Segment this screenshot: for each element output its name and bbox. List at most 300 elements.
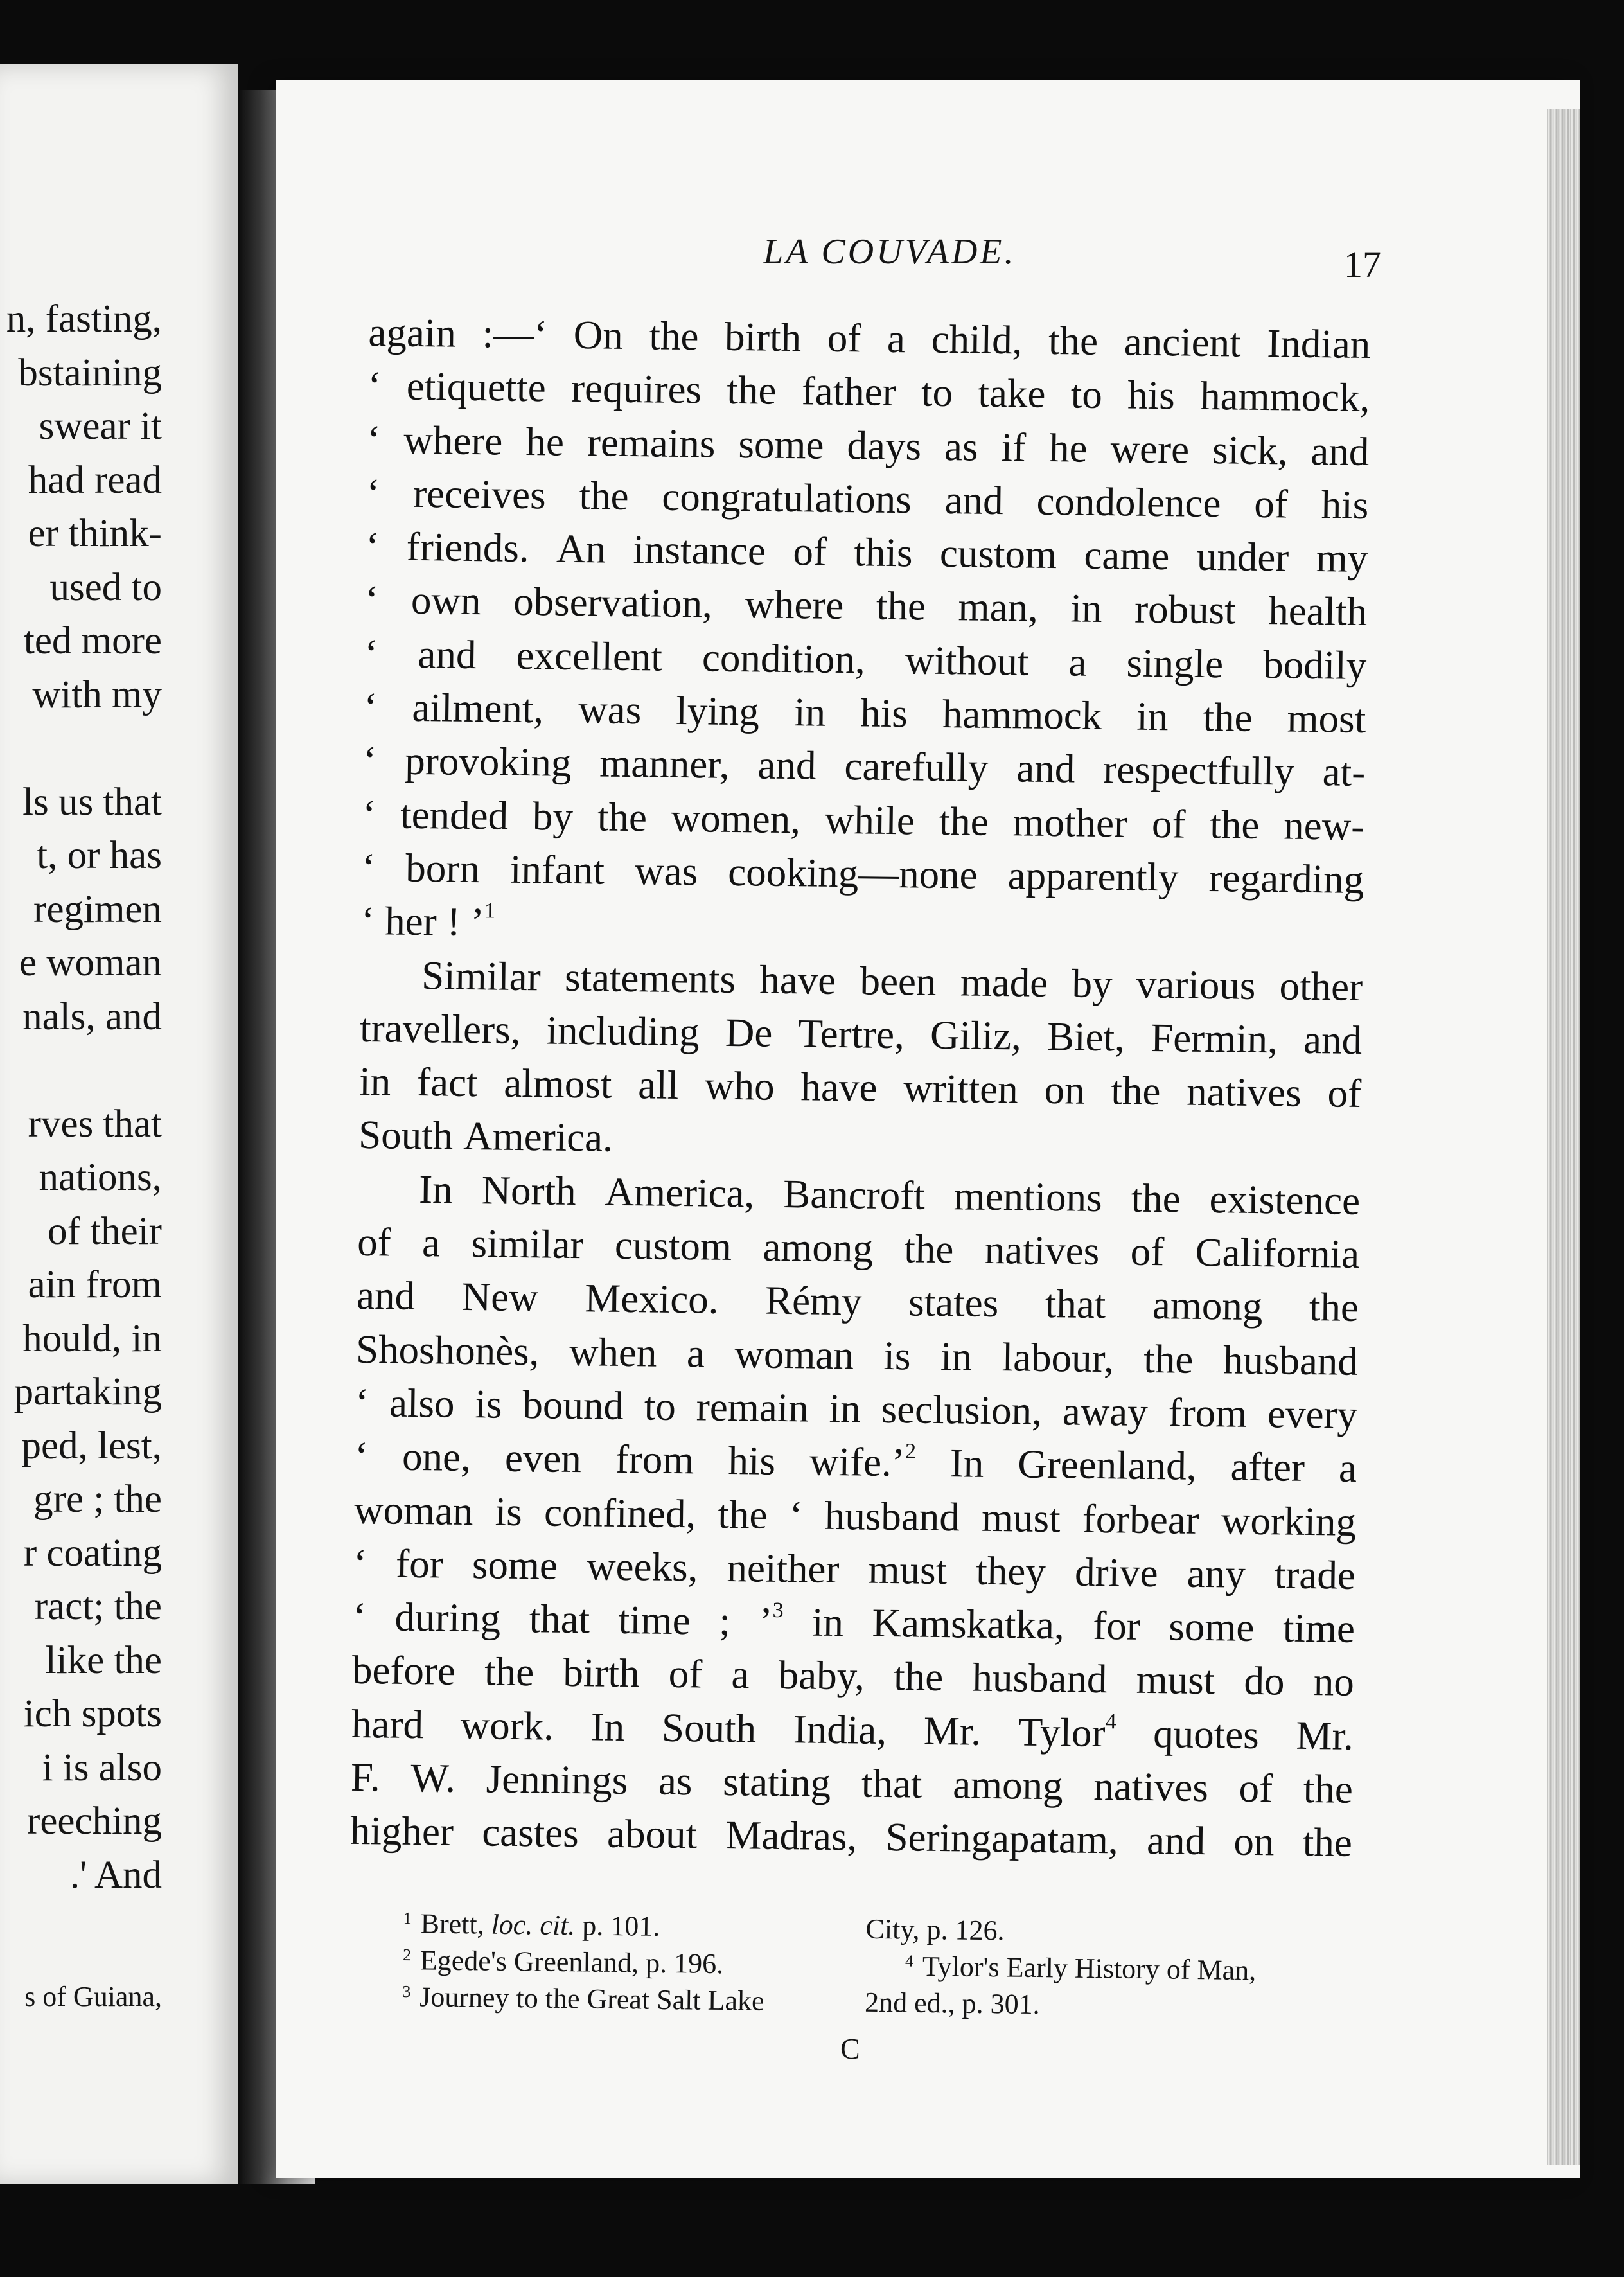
word: Greenland, — [1017, 1441, 1197, 1489]
word: ‘ — [353, 1540, 367, 1586]
word: the — [579, 472, 629, 518]
word: for — [395, 1541, 444, 1587]
facing-page-line: partaking — [13, 1370, 162, 1413]
word: instance — [633, 527, 766, 574]
word: to — [644, 1383, 676, 1429]
word: among — [1152, 1282, 1263, 1329]
word: a — [731, 1652, 750, 1697]
facing-page-line: e woman — [19, 941, 162, 984]
footnote-entry: City, p. 126. — [865, 1913, 1005, 1947]
word: custom — [614, 1222, 732, 1270]
word: in — [940, 1333, 973, 1379]
facing-page-line: .' And — [69, 1853, 162, 1897]
word: ‘ — [361, 844, 376, 890]
word: South — [661, 1705, 757, 1751]
word: stating — [722, 1759, 831, 1805]
facing-page-line: ract; the — [34, 1585, 162, 1628]
facing-page-line: er think- — [28, 512, 162, 555]
word: India, — [793, 1706, 887, 1753]
footnote-entry: $^3$ Journey to the Great Salt Lake — [402, 1981, 764, 2017]
word: Fermin, — [1150, 1014, 1278, 1062]
word: been — [860, 957, 937, 1004]
facing-page-line — [0, 722, 162, 775]
word: cooking—none — [727, 849, 978, 898]
word: quotes — [1152, 1710, 1260, 1757]
word: woman — [353, 1487, 473, 1534]
word: the — [1111, 1068, 1161, 1114]
word: neither — [727, 1545, 840, 1591]
word: ‘ — [364, 630, 378, 676]
word: and — [356, 1273, 416, 1319]
word: hammock, — [1199, 373, 1370, 421]
word: her — [384, 898, 437, 944]
word: condition, — [702, 635, 866, 682]
word: about — [606, 1811, 698, 1857]
word: of — [827, 315, 861, 361]
word: castes — [481, 1809, 579, 1856]
word: baby, — [778, 1652, 865, 1699]
word: as — [658, 1758, 693, 1804]
word: Madras, — [725, 1812, 858, 1859]
word: America. — [463, 1113, 613, 1161]
word: some — [472, 1541, 558, 1588]
word: do — [1244, 1658, 1285, 1704]
word: woman — [734, 1331, 854, 1378]
word: child, — [931, 316, 1023, 363]
word: ‘ — [366, 524, 380, 569]
word: every — [1267, 1391, 1358, 1437]
word: no — [1313, 1659, 1355, 1705]
word: hard — [351, 1701, 424, 1747]
facing-page-line: used to — [49, 565, 162, 609]
word: that — [529, 1596, 590, 1642]
facing-page-line: r coating — [23, 1531, 162, 1575]
word: he — [1048, 425, 1088, 471]
facing-page-line: of their — [48, 1209, 162, 1253]
word: In — [590, 1704, 625, 1750]
word: lying — [676, 687, 760, 734]
word: was — [634, 848, 698, 894]
word: in — [811, 1599, 844, 1645]
word: from — [1168, 1390, 1248, 1436]
word: in — [1136, 693, 1169, 740]
word: Mexico. — [584, 1275, 719, 1323]
word: as — [944, 423, 978, 470]
word: his — [728, 1438, 776, 1484]
body-text — [349, 306, 1370, 1870]
word: the — [1131, 1175, 1181, 1221]
facing-page-line: ped, lest, — [21, 1424, 162, 1467]
word: carefully — [844, 743, 989, 791]
word: existence — [1209, 1176, 1361, 1223]
page-edge-stack — [1547, 109, 1580, 2165]
word: the — [1203, 694, 1253, 740]
word: a — [421, 1220, 441, 1266]
word: custom — [939, 531, 1057, 578]
facing-page-line: had read — [28, 458, 162, 502]
word: by — [532, 793, 574, 839]
word: days — [847, 422, 922, 469]
word: must — [868, 1546, 948, 1593]
word: ’$^3$ — [759, 1598, 784, 1644]
word: have — [759, 957, 836, 1003]
facing-page-line: n, fasting, — [6, 297, 162, 341]
word: his — [860, 690, 908, 736]
word: father — [801, 368, 897, 415]
word: own — [410, 578, 481, 624]
word: of — [1151, 801, 1186, 847]
word: the — [484, 1649, 534, 1695]
word: In — [949, 1440, 984, 1487]
word: apparently — [1007, 853, 1179, 900]
word: his — [1321, 482, 1369, 527]
word: single — [1126, 640, 1224, 687]
word: before — [351, 1647, 456, 1694]
word: under — [1196, 533, 1289, 580]
facing-page-line: nals, and — [22, 995, 162, 1038]
word: provoking — [404, 738, 572, 786]
word: the — [1048, 317, 1099, 364]
word: regarding — [1208, 855, 1364, 902]
word: fact — [416, 1059, 478, 1106]
word: South — [358, 1112, 454, 1159]
word: In — [418, 1166, 454, 1212]
word: similar — [471, 1221, 584, 1268]
word: and — [1146, 1818, 1206, 1864]
word: ‘ — [367, 416, 381, 462]
word: California — [1195, 1229, 1360, 1277]
word: and — [757, 742, 816, 788]
facing-page-line: reeching — [27, 1800, 162, 1843]
word: in — [1070, 585, 1102, 632]
word: Kamskatka, — [872, 1600, 1065, 1648]
word: America, — [605, 1169, 755, 1216]
word: among — [952, 1762, 1064, 1809]
word: seclusion, — [881, 1386, 1043, 1433]
word: away — [1062, 1388, 1149, 1435]
word: must — [981, 1494, 1061, 1541]
word: in — [829, 1385, 861, 1431]
word: the — [939, 798, 989, 844]
word: receives — [412, 470, 547, 518]
facing-page-line: hould, in — [22, 1316, 162, 1360]
word: etiquette — [406, 364, 547, 411]
word: after — [1230, 1444, 1305, 1491]
word: also — [389, 1380, 455, 1426]
word: of — [357, 1219, 392, 1265]
word: Tylor$^4$ — [1018, 1709, 1116, 1755]
word: is — [883, 1333, 912, 1379]
word: came — [1084, 532, 1170, 579]
word: is — [495, 1489, 523, 1534]
word: remains — [587, 419, 716, 466]
footnote-entry: 2nd ed., p. 301. — [864, 1986, 1041, 2021]
word: the — [1302, 1820, 1353, 1866]
facing-page-line — [0, 1043, 162, 1097]
word: ; — [718, 1598, 731, 1644]
facing-page-line: ted more — [23, 619, 162, 662]
word: to — [921, 369, 953, 416]
word: the — [903, 1226, 954, 1272]
word: ‘ — [367, 363, 382, 409]
footnote-reference: 4 — [1105, 1709, 1116, 1734]
word: and — [1016, 745, 1075, 792]
word: condolence — [1036, 478, 1221, 526]
word: wife.’$^2$ — [809, 1439, 917, 1485]
word: and — [418, 631, 477, 677]
word: ailment, — [412, 684, 544, 732]
facing-page-line: ls us that — [22, 780, 162, 824]
word: of — [793, 529, 827, 574]
word: ‘ — [366, 470, 380, 516]
word: Giliz, — [930, 1012, 1022, 1059]
facing-page-line: i is also — [42, 1746, 162, 1789]
word: W. — [410, 1755, 456, 1801]
word: health — [1267, 588, 1368, 635]
facing-page-line: nations, — [39, 1156, 162, 1199]
word: new- — [1283, 802, 1365, 849]
word: confined, — [543, 1489, 696, 1536]
word: North — [481, 1167, 577, 1214]
word: Tertre, — [798, 1011, 905, 1058]
word: and — [944, 477, 1004, 523]
word: Shoshonès, — [355, 1326, 540, 1374]
word: birth — [563, 1650, 640, 1696]
word: Mr. — [1296, 1712, 1354, 1759]
word: of — [668, 1651, 703, 1697]
word: states — [908, 1279, 999, 1326]
word: respectfully — [1102, 747, 1295, 795]
word: observation, — [513, 579, 713, 627]
word: On — [573, 312, 624, 358]
word: husband — [1222, 1337, 1359, 1384]
word: Bancroft — [782, 1171, 926, 1218]
footnote-reference: 1 — [484, 899, 496, 923]
footnote-entry: $^2$ Egede's Greenland, p. 196. — [402, 1944, 724, 1980]
facing-page-line: regimen — [33, 887, 162, 931]
word: without — [905, 637, 1029, 684]
word: the — [1303, 1766, 1354, 1812]
word: and — [1310, 428, 1370, 474]
facing-page-line: like the — [45, 1638, 162, 1682]
word: New — [461, 1274, 539, 1320]
word: the — [597, 794, 648, 840]
word: was — [578, 687, 642, 733]
facing-page-line: gre ; the — [33, 1478, 162, 1521]
footnote-entry: $^4$ Tylor's Early History of Man, — [905, 1950, 1257, 1987]
word: work. — [460, 1702, 554, 1749]
word: where — [403, 417, 503, 464]
word: man, — [958, 584, 1039, 631]
word: natives — [1186, 1068, 1302, 1115]
word: women, — [671, 795, 801, 842]
word: requires — [570, 366, 702, 412]
word: birth — [724, 314, 802, 360]
word: ‘ — [363, 684, 378, 730]
word: all — [637, 1062, 679, 1108]
word: a — [1068, 639, 1087, 685]
word: bodily — [1262, 641, 1367, 688]
word: including — [546, 1007, 700, 1055]
word: ‘ — [352, 1593, 367, 1640]
word: for — [1092, 1603, 1141, 1649]
facing-page-line: t, or has — [37, 834, 162, 877]
word: were — [1110, 425, 1190, 472]
word: the — [893, 1654, 944, 1700]
word: infant — [509, 846, 605, 893]
word: must — [1136, 1657, 1215, 1703]
word: ‘ — [360, 898, 375, 944]
word: time — [1282, 1605, 1355, 1652]
word: the — [718, 1491, 768, 1537]
word: is — [475, 1381, 502, 1427]
word: Rémy — [764, 1278, 863, 1324]
word: ‘ — [354, 1433, 369, 1479]
word: labour, — [1002, 1334, 1115, 1381]
word: various — [1136, 961, 1256, 1008]
word: Mr. — [923, 1708, 982, 1754]
word: statements — [564, 954, 736, 1002]
signature-mark: C — [840, 2032, 860, 2065]
word: higher — [349, 1808, 454, 1855]
word: born — [405, 845, 481, 892]
word: some — [1168, 1604, 1255, 1651]
word: at- — [1322, 749, 1366, 795]
word: of — [1239, 1765, 1273, 1811]
word: his — [1127, 372, 1176, 418]
word: manner, — [599, 740, 730, 788]
running-title: LA COUVADE. — [763, 232, 1016, 272]
word: F. — [350, 1754, 381, 1800]
word: they — [975, 1548, 1046, 1594]
word: remain — [696, 1384, 809, 1431]
word: of — [1253, 481, 1289, 527]
footnote-reference: 2 — [905, 1439, 917, 1464]
word: this — [854, 529, 913, 576]
word: the — [876, 583, 926, 630]
word: from — [615, 1437, 694, 1483]
word: take — [978, 370, 1046, 417]
word: he — [525, 418, 565, 465]
facing-page-line: ain from — [28, 1263, 162, 1306]
word: where — [745, 581, 844, 628]
word: ‘ — [362, 738, 377, 783]
facing-page-line: bstaining — [18, 351, 162, 394]
word: one, — [402, 1434, 472, 1480]
word: time — [618, 1597, 691, 1644]
word: that — [1045, 1281, 1106, 1327]
word: friends. — [406, 524, 530, 571]
word: in — [793, 689, 826, 735]
word: ‘ — [362, 791, 376, 837]
word: mentions — [953, 1173, 1103, 1220]
facing-page-text — [0, 292, 162, 1902]
word: Seringapatam, — [885, 1814, 1119, 1863]
word: travellers, — [359, 1005, 521, 1052]
word: my — [1316, 535, 1368, 581]
word: trade — [1274, 1552, 1356, 1598]
word: Biet, — [1046, 1013, 1125, 1060]
word: Indian — [1266, 321, 1371, 368]
word: even — [504, 1435, 582, 1482]
word: some — [738, 421, 824, 468]
word: :—‘ — [482, 311, 548, 357]
word: made — [960, 959, 1048, 1006]
word: ‘ — [364, 577, 379, 623]
word: ‘ — [789, 1492, 804, 1537]
word: mother — [1012, 799, 1128, 846]
word: that — [861, 1760, 922, 1807]
word: and — [1303, 1016, 1363, 1063]
word: when — [569, 1329, 657, 1376]
word: congratulations — [662, 474, 912, 522]
word: other — [1279, 962, 1363, 1009]
word: robust — [1134, 587, 1237, 633]
word: the — [727, 368, 777, 414]
word: again — [368, 309, 457, 356]
word: Jennings — [486, 1756, 628, 1803]
word: by — [1072, 961, 1113, 1006]
word: sick, — [1212, 427, 1288, 474]
word: during — [394, 1594, 501, 1641]
facing-page-line: swear it — [39, 405, 162, 448]
facing-page-line: ich spots — [23, 1692, 162, 1735]
word: of — [1327, 1070, 1362, 1117]
word: husband — [972, 1655, 1108, 1702]
word: bound — [522, 1381, 624, 1428]
word: in — [358, 1059, 391, 1104]
word: who — [704, 1063, 775, 1109]
word: ! — [446, 899, 461, 945]
word: among — [763, 1224, 874, 1271]
facing-page-footnote: s of Guiana, — [24, 1981, 162, 2012]
page-number: 17 — [1344, 244, 1381, 285]
word: An — [556, 526, 606, 572]
word: almost — [503, 1060, 612, 1107]
word: ‘ — [355, 1379, 369, 1426]
word: the — [1309, 1284, 1359, 1331]
word: hammock — [942, 691, 1102, 739]
word: most — [1287, 695, 1366, 742]
word: to — [1070, 371, 1103, 418]
word: natives — [1093, 1763, 1209, 1811]
word: Similar — [421, 952, 542, 999]
word: De — [725, 1009, 773, 1056]
word: weeks, — [586, 1543, 698, 1590]
word: a — [686, 1330, 705, 1376]
word: ’$^1$ — [470, 899, 496, 945]
facing-page-left — [0, 64, 238, 2184]
word: any — [1187, 1550, 1246, 1597]
word: have — [800, 1064, 878, 1110]
word: excellent — [516, 632, 663, 680]
footnotes-left-column — [402, 1905, 765, 2019]
word: the — [1209, 801, 1260, 847]
word: forbear — [1082, 1496, 1200, 1543]
facing-page-line: rves that — [28, 1102, 162, 1146]
word: while — [824, 797, 915, 844]
word: natives — [984, 1227, 1100, 1274]
word: husband — [824, 1493, 960, 1539]
word: drive — [1074, 1549, 1158, 1595]
word: working — [1221, 1497, 1357, 1545]
word: on — [1233, 1818, 1275, 1865]
word: tended — [400, 792, 509, 838]
footnote-reference: 3 — [772, 1598, 784, 1623]
word: of — [1130, 1228, 1165, 1275]
word: a — [1338, 1445, 1357, 1491]
footnotes-right-column — [865, 1911, 1257, 2025]
